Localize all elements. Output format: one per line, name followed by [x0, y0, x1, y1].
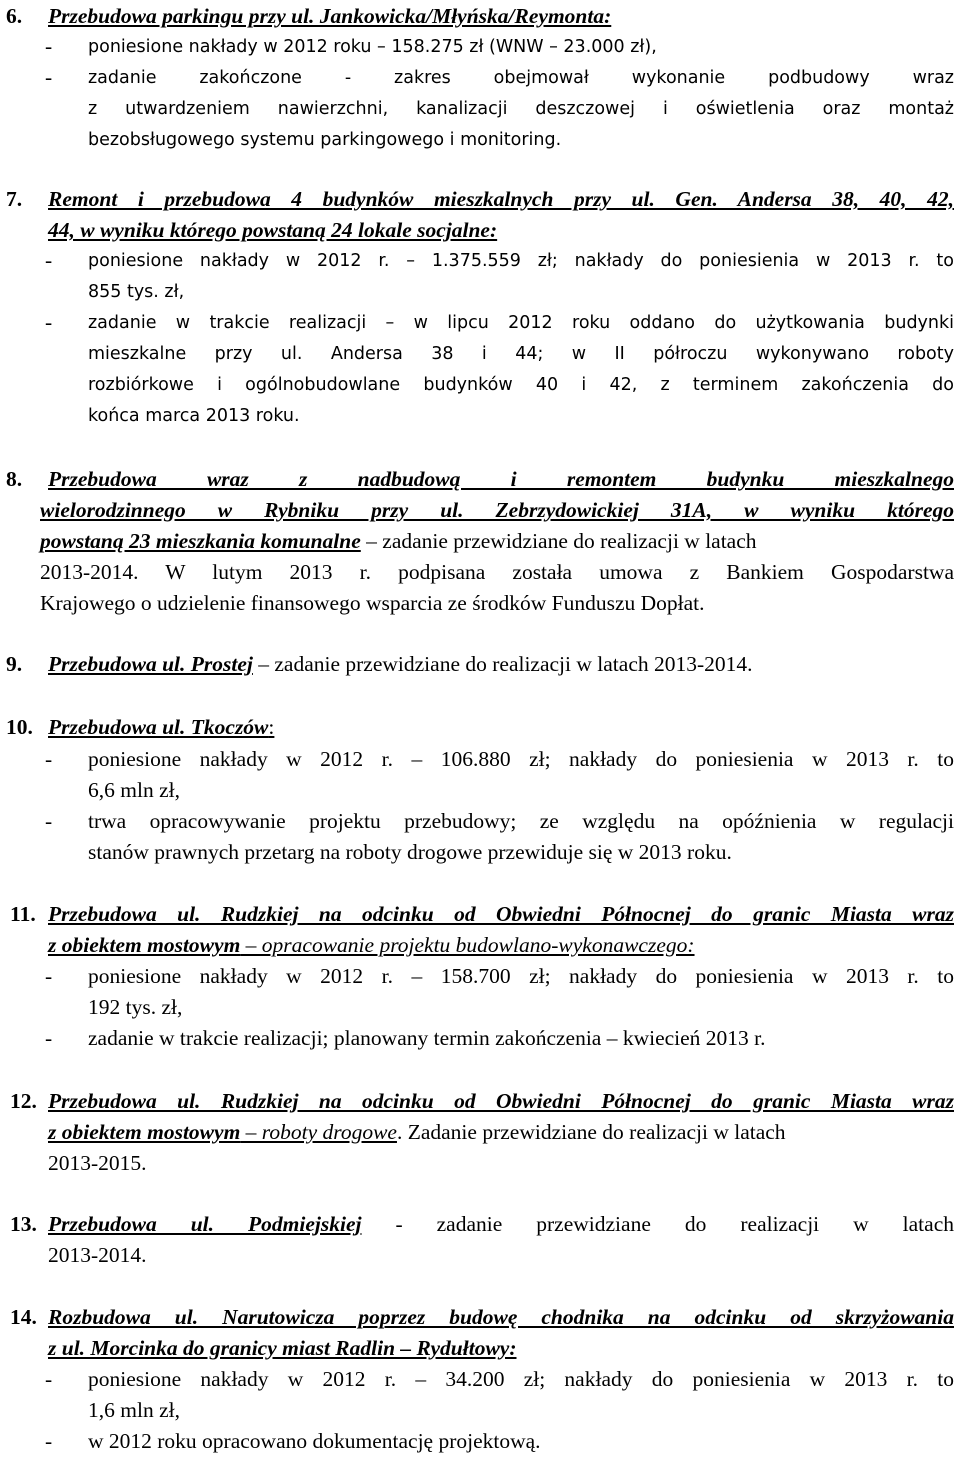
item-14-bullet-2-line-1: w 2012 roku opracowano dokumentację projektową. [88, 1429, 541, 1453]
item-14-title-line-1: Rozbudowa ul. Narutowicza poprzez budowę chodnika na odcinku od skrzyżowania [48, 1305, 954, 1329]
item-12-title-line-2 [48, 1119, 786, 1145]
item-14-number: 14. [10, 1305, 37, 1329]
item-10-title: Przebudowa ul. Tkoczów [48, 715, 269, 739]
item-10-bullet-2-dash: - [45, 809, 53, 833]
item-10-bullet-2-line-1: trwa opracowywanie projektu przebudowy; ze względu na opóźnienia w regulacji [88, 809, 954, 833]
item-10-colon: : [268, 715, 275, 739]
item-7-bullet-1-dash: - [45, 248, 53, 272]
item-11-number: 11. [10, 902, 36, 926]
item-12-title-bold: z obiektem mostowym [48, 1120, 241, 1144]
item-11-title-rest: – opracowanie projektu budowlano-wykonawczego: [240, 933, 695, 957]
item-12-line-3: 2013-2015. [48, 1151, 147, 1175]
item-13-line-2: 2013-2014. [48, 1243, 147, 1267]
item-10-title-line [48, 714, 274, 740]
item-7-bullet-1-line-2: 855 tys. zł, [88, 282, 185, 302]
item-7-title-line-1: Remont i przebudowa 4 budynków mieszkalnych przy ul. Gen. Andersa 38, 40, 42, [48, 187, 954, 211]
item-8-line-1: Przebudowa wraz z nadbudową i remontem budynku mieszkalnego [48, 467, 954, 491]
item-7-bullet-2-line-4: końca marca 2013 roku. [88, 406, 300, 426]
item-6-bullet-1-line-1: poniesione nakłady w 2012 roku – 158.275 zł (WNW – 23.000 zł), [88, 37, 657, 57]
item-9-number: 9. [6, 652, 23, 676]
item-7-bullet-2-dash: - [45, 310, 53, 334]
item-6-title: Przebudowa parkingu przy ul. Jankowicka/Młyńska/Reymonta: [48, 4, 612, 28]
item-11-bullet-1-line-1: poniesione nakłady w 2012 r. – 158.700 zł; nakłady do poniesienia w 2013 r. to [88, 964, 954, 988]
item-14-bullet-1-line-1: poniesione nakłady w 2012 r. – 34.200 zł; nakłady do poniesienia w 2013 r. to [88, 1367, 954, 1391]
item-9-rest: – zadanie przewidziane do realizacji w latach 2013-2014. [252, 652, 753, 676]
item-8-line-4: 2013-2014. W lutym 2013 r. podpisana została umowa z Bankiem Gospodarstwa [40, 560, 954, 584]
item-10-bullet-1-line-1: poniesione nakłady w 2012 r. – 106.880 zł; nakłady do poniesienia w 2013 r. to [88, 747, 954, 771]
item-7-title-line-2: 44, w wyniku którego powstaną 24 lokale socjalne: [48, 218, 498, 242]
item-11-bullet-2-dash: - [45, 1026, 53, 1050]
item-11-bullet-2-line-1: zadanie w trakcie realizacji; planowany termin zakończenia – kwiecień 2013 r. [88, 1026, 766, 1050]
item-10-bullet-1-dash: - [45, 747, 53, 771]
item-13-title: Przebudowa ul. Podmiejskiej [48, 1212, 362, 1236]
item-12-title-rest: . Zadanie przewidziane do realizacji w latach [396, 1120, 786, 1144]
item-9-title: Przebudowa ul. Prostej [48, 652, 253, 676]
item-10-number: 10. [6, 715, 33, 739]
item-7-bullet-1-line-1: poniesione nakłady w 2012 r. – 1.375.559 zł; nakłady do poniesienia w 2013 r. to [88, 251, 954, 271]
item-6-bullet-2-dash: - [45, 65, 53, 89]
item-12-number: 12. [10, 1089, 37, 1113]
item-13-line-1 [48, 1211, 954, 1237]
item-8-line-3 [40, 528, 757, 554]
item-14-bullet-2-dash: - [45, 1429, 53, 1453]
item-6-bullet-2-line-1: zadanie zakończone - zakres obejmował wykonanie podbudowy wraz [88, 68, 954, 88]
item-8-line-3-bold: powstaną 23 mieszkania komunalne [40, 529, 361, 553]
item-7-bullet-2-line-1: zadanie w trakcie realizacji – w lipcu 2012 roku oddano do użytkowania budynki [88, 313, 954, 333]
item-11-bullet-1-line-2: 192 tys. zł, [88, 995, 183, 1019]
item-13-rest: - zadanie przewidziane do realizacji w latach [361, 1212, 954, 1236]
item-6-number: 6. [6, 4, 23, 28]
item-7-bullet-2-line-3: rozbiórkowe i ogólnobudowlane budynków 40 i 42, z terminem zakończenia do [88, 375, 954, 395]
item-9-line [48, 651, 753, 677]
item-14-bullet-1-dash: - [45, 1367, 53, 1391]
item-8-number: 8. [6, 467, 23, 491]
item-7-bullet-2-line-2: mieszkalne przy ul. Andersa 38 i 44; w II półroczu wykonywano roboty [88, 344, 954, 364]
item-7-number: 7. [6, 187, 23, 211]
item-6-bullet-2-line-3: bezobsługowego systemu parkingowego i monitoring. [88, 130, 562, 150]
item-6-bullet-2-line-2: z utwardzeniem nawierzchni, kanalizacji deszczowej i oświetlenia oraz montaż [88, 99, 954, 119]
item-8-line-5: Krajowego o udzielenie finansowego wsparcia ze środków Funduszu Dopłat. [40, 591, 705, 615]
item-11-title-line-1: Przebudowa ul. Rudzkiej na odcinku od Obwiedni Północnej do granic Miasta wraz [48, 902, 954, 926]
item-11-bullet-1-dash: - [45, 964, 53, 988]
item-8-line-2: wielorodzinnego w Rybniku przy ul. Zebrzydowickiej 31A, w wyniku którego [40, 498, 954, 522]
item-10-bullet-2-line-2: stanów prawnych przetarg na roboty drogowe przewiduje się w 2013 roku. [88, 840, 732, 864]
item-8-line-3-rest: – zadanie przewidziane do realizacji w latach [360, 529, 757, 553]
item-14-title-line-2: z ul. Morcinka do granicy miast Radlin – Rydułtowy: [48, 1336, 517, 1360]
item-14-bullet-1-line-2: 1,6 mln zł, [88, 1398, 180, 1422]
item-12-title-line-1: Przebudowa ul. Rudzkiej na odcinku od Obwiedni Północnej do granic Miasta wraz [48, 1089, 954, 1113]
item-11-title-line-2 [48, 932, 695, 958]
item-11-title-bold: z obiektem mostowym [48, 933, 241, 957]
item-13-number: 13. [10, 1212, 37, 1236]
item-10-bullet-1-line-2: 6,6 mln zł, [88, 778, 180, 802]
item-12-title-italic: – roboty drogowe [240, 1120, 397, 1144]
item-6-bullet-1-dash: - [45, 34, 53, 58]
